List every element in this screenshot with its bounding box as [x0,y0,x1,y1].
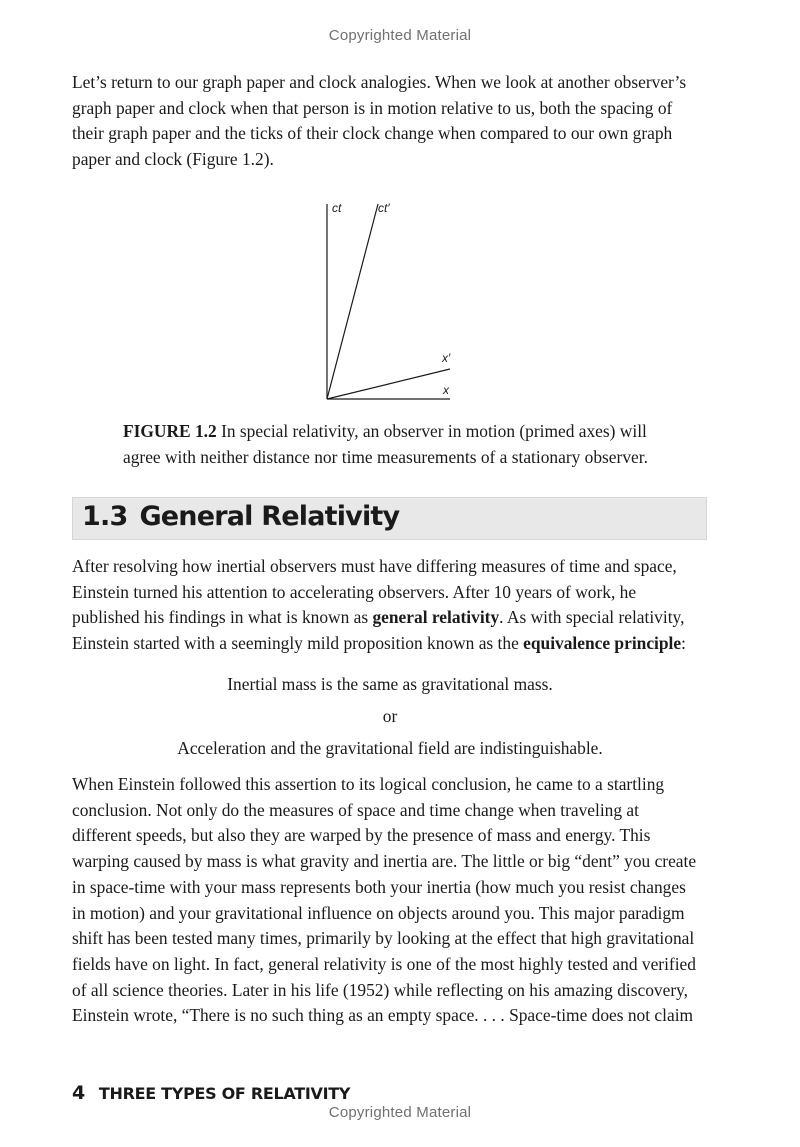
copyright-watermark-top: Copyrighted Material [328,27,472,44]
section-heading [82,501,399,532]
text-line: After resolving how inertial observers must have differing measures of time and space, [72,556,677,576]
text-line: published his findings in what is known as general relativity. As with special relativity, [72,607,685,628]
x-prime-axis [327,369,450,399]
section-title: General Relativity [139,501,400,532]
text-line: shift has been tested many times, primarily by looking at the effect that high gravitational [72,928,695,949]
figure-caption [123,418,703,470]
section-number: 1.3 [82,501,128,532]
einstein-conclusion-paragraph [72,772,712,1029]
copyright-watermark-bottom: Copyrighted Material [328,1104,472,1121]
caption-text: agree with neither distance nor time measurements of a stationary observer. [123,447,648,467]
text-line: in motion) and your gravitational influence on objects around you. This major paradigm [72,902,685,923]
x-label: x [443,383,449,397]
text-line: of all science theories. Later in his life (1952) while reflecting on his amazing discovery, [72,979,689,1000]
or-separator: or [382,706,398,726]
text-line: different speeds, but also they are warped by the presence of mass and energy. This [72,825,651,846]
general-relativity-paragraph [72,554,712,657]
section-heading-bar [72,497,707,540]
equivalence-statement-1: Inertial mass is the same as gravitational mass. [227,674,553,694]
term-equivalence-principle: equivalence principle [523,633,682,654]
text-line: Einstein turned his attention to accelerating observers. After 10 years of work, he [72,581,637,602]
text-line: paper and clock (Figure 1.2). [72,149,274,170]
x-prime-label: x′ [442,351,451,365]
ct-label: ct [332,201,342,215]
term-general-relativity: general relativity [372,607,500,628]
text-line: fields have on light. In fact, general relativity is one of the most highly tested and verified [72,953,696,974]
ct-prime-axis [327,204,378,399]
page-number: 4 [72,1082,85,1104]
text-line: Einstein wrote, “There is no such thing as an empty space. . . . Space-time does not claim [72,1005,694,1026]
text-line: conclusion. Not only do the measures of space and time change when traveling at [72,799,639,820]
figure-1-2-diagram [310,196,470,406]
figure-label: FIGURE 1.2 [123,421,217,441]
text-line: Einstein started with a seemingly mild proposition known as the equivalence principle: [72,633,686,654]
page-footer [72,1082,350,1104]
text-line: warping caused by mass is what gravity and inertia are. The little or big “dent” you create [72,851,697,872]
text-line: their graph paper and the ticks of their clock change when compared to our own graph [72,123,673,144]
text-line: in space-time with your mass represents both your inertia (how much you resist changes [72,876,686,897]
running-title: THREE TYPES OF RELATIVITY [98,1084,351,1103]
equivalence-statement-2: Acceleration and the gravitational field are indistinguishable. [177,738,603,758]
text-line: graph paper and clock when that person is in motion relative to us, both the spacing of [72,97,673,118]
ct-prime-label: ct′ [378,201,390,215]
intro-paragraph [72,70,712,173]
text-line: Let’s return to our graph paper and clock analogies. When we look at another observer’s [72,72,687,92]
text-line: When Einstein followed this assertion to its logical conclusion, he came to a startling [72,774,665,794]
spacetime-axes-diagram [310,196,470,406]
caption-text: In special relativity, an observer in motion (primed axes) will [216,421,647,441]
